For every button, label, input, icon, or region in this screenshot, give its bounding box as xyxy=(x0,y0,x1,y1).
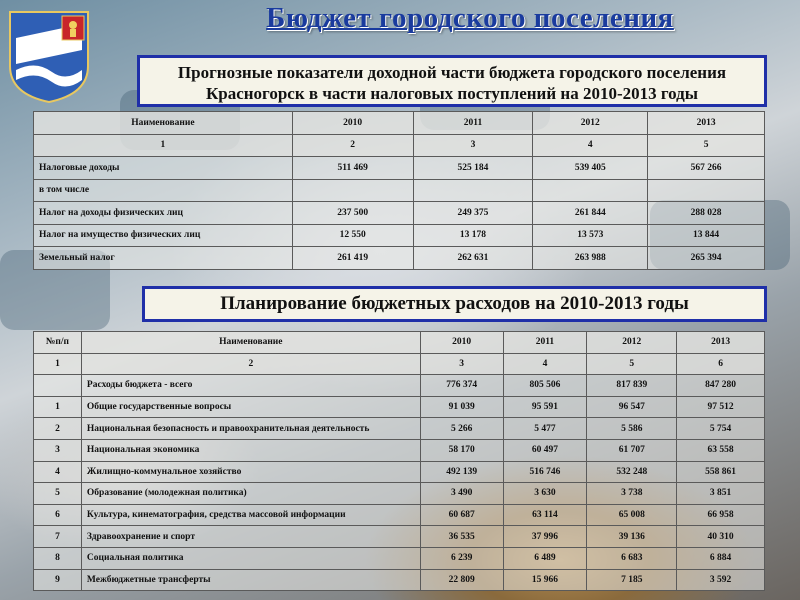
coat-of-arms-emblem xyxy=(6,8,92,104)
value-cell: 532 248 xyxy=(587,461,677,483)
value-cell: 22 809 xyxy=(420,569,503,591)
page-title: Бюджет городского поселения xyxy=(266,2,674,34)
row-label-cell: Налог на доходы физических лиц xyxy=(34,202,293,225)
table-row xyxy=(34,439,765,461)
value-cell: 12 550 xyxy=(292,224,413,247)
value-cell: 4 xyxy=(34,461,82,483)
revenue-banner-line-1: Прогнозные показатели доходной части бюджета городского поселения xyxy=(177,63,727,82)
value-cell: 3 738 xyxy=(587,483,677,505)
value-cell: 817 839 xyxy=(587,375,677,397)
value-cell: 288 028 xyxy=(648,202,765,225)
value-cell: 13 844 xyxy=(648,224,765,247)
value-cell: 558 861 xyxy=(677,461,765,483)
value-cell: 261 419 xyxy=(292,247,413,270)
value-cell: 58 170 xyxy=(420,439,503,461)
table-row xyxy=(34,526,765,548)
value-cell: 6 489 xyxy=(503,547,587,569)
numbering-cell: 2 xyxy=(292,134,413,157)
row-label-cell: Жилищно-коммунальное хозяйство xyxy=(81,461,420,483)
header-cell: 2013 xyxy=(677,332,765,354)
value-cell: 805 506 xyxy=(503,375,587,397)
table-row xyxy=(34,247,765,270)
value-cell: 263 988 xyxy=(533,247,648,270)
header-cell: №п/п xyxy=(34,332,82,354)
revenue-banner-line-2: Красногорск в части налоговых поступлений на 2010-2013 годы xyxy=(205,84,699,103)
value-cell: 847 280 xyxy=(677,375,765,397)
numbering-cell: 5 xyxy=(587,353,677,375)
value-cell: 5 xyxy=(34,483,82,505)
value-cell: 249 375 xyxy=(413,202,533,225)
row-label-cell: в том числе xyxy=(34,179,293,202)
value-cell: 6 239 xyxy=(420,547,503,569)
value-cell: 13 573 xyxy=(533,224,648,247)
value-cell: 9 xyxy=(34,569,82,591)
value-cell: 5 266 xyxy=(420,418,503,440)
table-row xyxy=(34,396,765,418)
value-cell xyxy=(533,179,648,202)
revenue-forecast-banner xyxy=(137,55,767,107)
value-cell: 96 547 xyxy=(587,396,677,418)
value-cell: 3 xyxy=(34,439,82,461)
table-row xyxy=(34,547,765,569)
value-cell: 567 266 xyxy=(648,157,765,180)
value-cell: 1 xyxy=(34,396,82,418)
table-row xyxy=(34,504,765,526)
value-cell: 5 477 xyxy=(503,418,587,440)
value-cell: 539 405 xyxy=(533,157,648,180)
row-label-cell: Социальная политика xyxy=(81,547,420,569)
row-label-cell: Общие государственные вопросы xyxy=(81,396,420,418)
value-cell xyxy=(292,179,413,202)
numbering-cell: 6 xyxy=(677,353,765,375)
value-cell: 492 139 xyxy=(420,461,503,483)
header-cell: 2010 xyxy=(292,112,413,135)
table-header-row xyxy=(34,332,765,354)
value-cell: 39 136 xyxy=(587,526,677,548)
header-cell: Наименование xyxy=(81,332,420,354)
row-label-cell: Налог на имущество физических лиц xyxy=(34,224,293,247)
header-cell: Наименование xyxy=(34,112,293,135)
value-cell: 60 497 xyxy=(503,439,587,461)
value-cell: 36 535 xyxy=(420,526,503,548)
numbering-cell: 1 xyxy=(34,134,293,157)
table-row xyxy=(34,569,765,591)
value-cell: 525 184 xyxy=(413,157,533,180)
row-label-cell: Образование (молодежная политика) xyxy=(81,483,420,505)
table-row xyxy=(34,418,765,440)
revenue-table xyxy=(33,111,765,270)
header-cell: 2010 xyxy=(420,332,503,354)
header-cell: 2011 xyxy=(503,332,587,354)
table-numbering-row xyxy=(34,134,765,157)
table-numbering-row xyxy=(34,353,765,375)
numbering-cell: 4 xyxy=(503,353,587,375)
table-row xyxy=(34,157,765,180)
value-cell: 60 687 xyxy=(420,504,503,526)
row-label-cell: Национальная экономика xyxy=(81,439,420,461)
value-cell: 516 746 xyxy=(503,461,587,483)
value-cell: 776 374 xyxy=(420,375,503,397)
value-cell: 511 469 xyxy=(292,157,413,180)
value-cell: 5 754 xyxy=(677,418,765,440)
value-cell: 40 310 xyxy=(677,526,765,548)
numbering-cell: 2 xyxy=(81,353,420,375)
header-cell: 2013 xyxy=(648,112,765,135)
value-cell: 91 039 xyxy=(420,396,503,418)
value-cell xyxy=(648,179,765,202)
value-cell: 3 592 xyxy=(677,569,765,591)
table-row xyxy=(34,483,765,505)
header-cell: 2012 xyxy=(587,332,677,354)
value-cell: 3 851 xyxy=(677,483,765,505)
value-cell: 6 683 xyxy=(587,547,677,569)
value-cell: 237 500 xyxy=(292,202,413,225)
table-row xyxy=(34,179,765,202)
value-cell xyxy=(34,375,82,397)
numbering-cell: 1 xyxy=(34,353,82,375)
value-cell: 61 707 xyxy=(587,439,677,461)
value-cell: 261 844 xyxy=(533,202,648,225)
value-cell: 95 591 xyxy=(503,396,587,418)
row-label-cell: Земельный налог xyxy=(34,247,293,270)
value-cell: 97 512 xyxy=(677,396,765,418)
value-cell: 6 884 xyxy=(677,547,765,569)
value-cell xyxy=(413,179,533,202)
value-cell: 63 114 xyxy=(503,504,587,526)
value-cell: 5 586 xyxy=(587,418,677,440)
value-cell: 65 008 xyxy=(587,504,677,526)
value-cell: 262 631 xyxy=(413,247,533,270)
table-header-row xyxy=(34,112,765,135)
expense-table xyxy=(33,331,765,591)
value-cell: 8 xyxy=(34,547,82,569)
value-cell: 265 394 xyxy=(648,247,765,270)
table-row xyxy=(34,224,765,247)
value-cell: 37 996 xyxy=(503,526,587,548)
value-cell: 6 xyxy=(34,504,82,526)
table-row xyxy=(34,461,765,483)
numbering-cell: 5 xyxy=(648,134,765,157)
header-cell: 2011 xyxy=(413,112,533,135)
value-cell: 2 xyxy=(34,418,82,440)
value-cell: 13 178 xyxy=(413,224,533,247)
numbering-cell: 4 xyxy=(533,134,648,157)
header-cell: 2012 xyxy=(533,112,648,135)
value-cell: 15 966 xyxy=(503,569,587,591)
value-cell: 66 958 xyxy=(677,504,765,526)
row-label-cell: Расходы бюджета - всего xyxy=(81,375,420,397)
row-label-cell: Межбюджетные трансферты xyxy=(81,569,420,591)
value-cell: 7 xyxy=(34,526,82,548)
value-cell: 7 185 xyxy=(587,569,677,591)
row-label-cell: Национальная безопасность и правоохранительная деятельность xyxy=(81,418,420,440)
row-label-cell: Здравоохранение и спорт xyxy=(81,526,420,548)
value-cell: 3 630 xyxy=(503,483,587,505)
row-label-cell: Налоговые доходы xyxy=(34,157,293,180)
row-label-cell: Культура, кинематография, средства массовой информации xyxy=(81,504,420,526)
expense-planning-banner: Планирование бюджетных расходов на 2010-2013 годы xyxy=(142,286,767,322)
table-row xyxy=(34,202,765,225)
numbering-cell: 3 xyxy=(420,353,503,375)
value-cell: 3 490 xyxy=(420,483,503,505)
table-row xyxy=(34,375,765,397)
value-cell: 63 558 xyxy=(677,439,765,461)
numbering-cell: 3 xyxy=(413,134,533,157)
